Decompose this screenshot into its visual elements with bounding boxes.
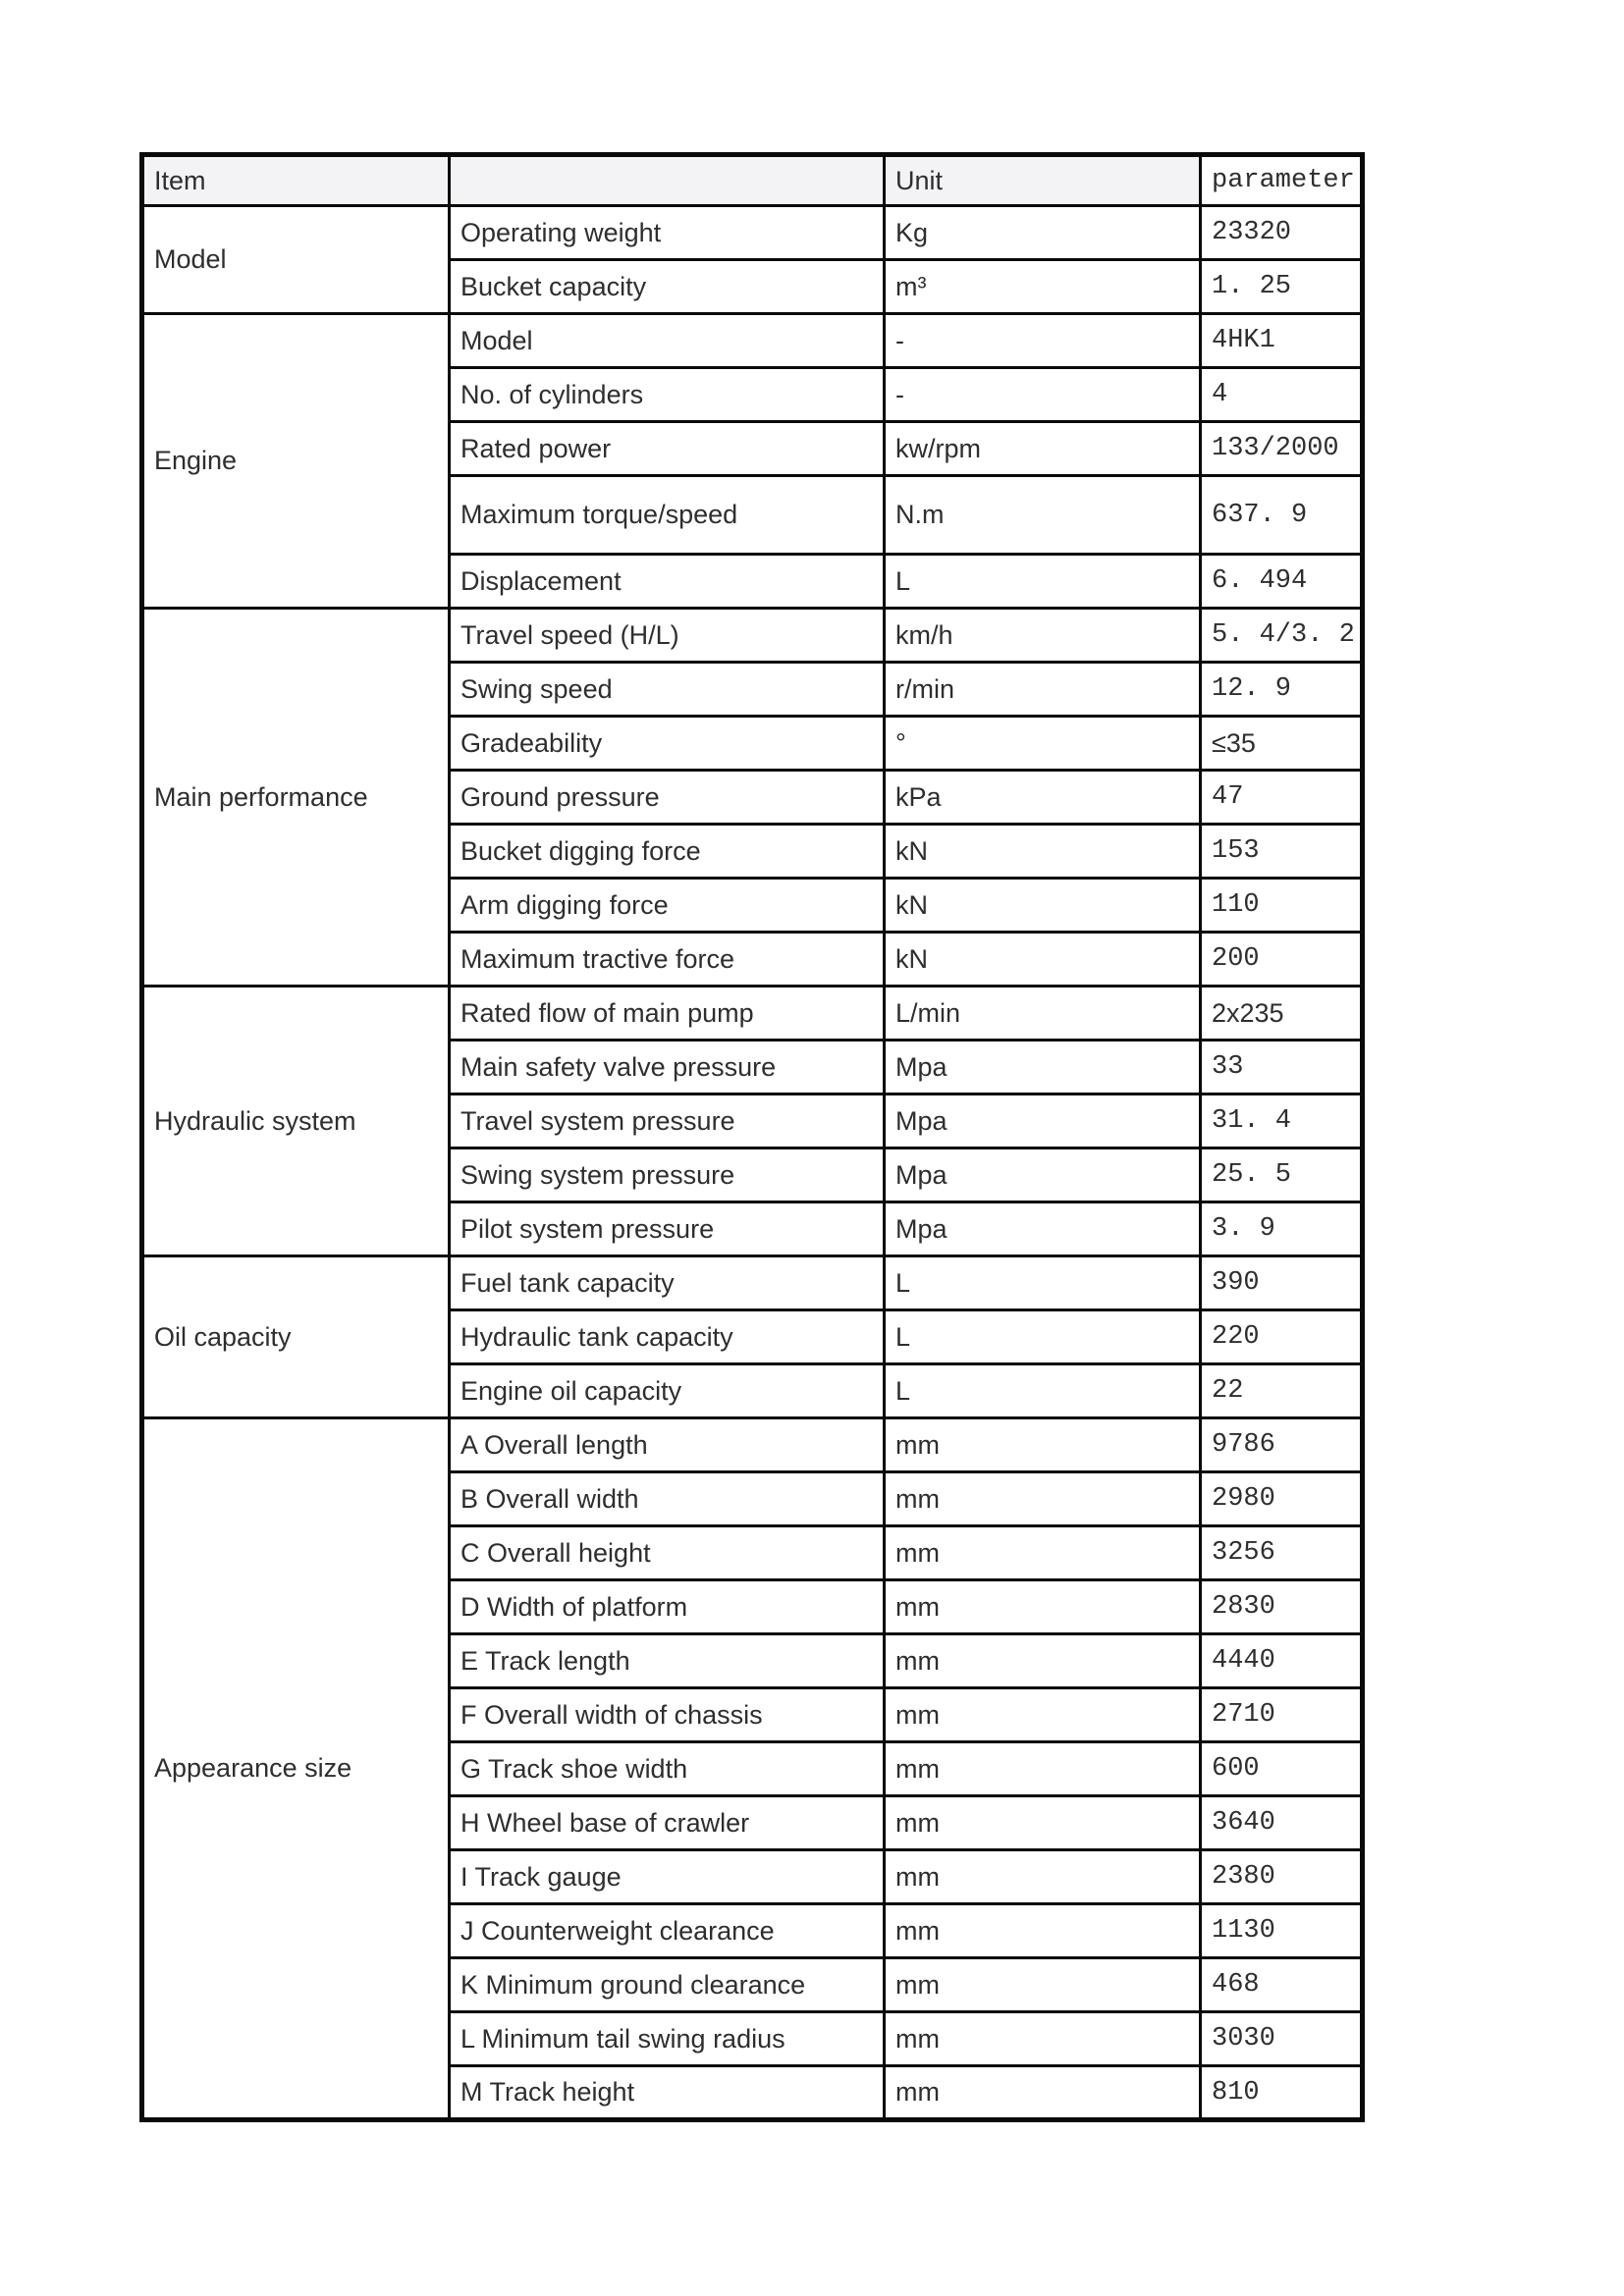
row-unit: - xyxy=(885,368,1201,422)
section-label: Oil capacity xyxy=(142,1256,450,1418)
row-unit: L xyxy=(885,555,1201,609)
row-unit: mm xyxy=(885,1472,1201,1526)
row-unit: mm xyxy=(885,2012,1201,2066)
row-unit: N.m xyxy=(885,476,1201,555)
row-label: Rated flow of main pump xyxy=(450,987,885,1041)
row-parameter-value: 200 xyxy=(1201,933,1363,987)
row-label: E Track length xyxy=(450,1634,885,1688)
row-label: K Minimum ground clearance xyxy=(450,1958,885,2012)
row-label: Engine oil capacity xyxy=(450,1364,885,1418)
header-item: Item xyxy=(142,155,450,206)
row-unit: mm xyxy=(885,1742,1201,1796)
row-label: Hydraulic tank capacity xyxy=(450,1310,885,1364)
row-unit: mm xyxy=(885,1850,1201,1904)
row-parameter-value: 3. 9 xyxy=(1201,1202,1363,1256)
row-unit: mm xyxy=(885,1418,1201,1472)
section-label: Hydraulic system xyxy=(142,987,450,1256)
row-parameter-value: 25. 5 xyxy=(1201,1148,1363,1202)
section-label: Engine xyxy=(142,314,450,609)
row-parameter-value: 4 xyxy=(1201,368,1363,422)
row-parameter-value: 2380 xyxy=(1201,1850,1363,1904)
row-unit: r/min xyxy=(885,663,1201,717)
row-label: Maximum torque/speed xyxy=(450,476,885,555)
row-unit: kN xyxy=(885,879,1201,933)
row-label: L Minimum tail swing radius xyxy=(450,2012,885,2066)
row-unit: mm xyxy=(885,2066,1201,2120)
section-label: Main performance xyxy=(142,609,450,987)
row-parameter-value: 4HK1 xyxy=(1201,314,1363,368)
row-label: A Overall length xyxy=(450,1418,885,1472)
row-unit: mm xyxy=(885,1580,1201,1634)
row-label: Operating weight xyxy=(450,206,885,260)
row-parameter-value: 133/2000 xyxy=(1201,422,1363,476)
header-parameter: parameter xyxy=(1201,155,1363,206)
header-blank xyxy=(450,155,885,206)
row-parameter-value: 47 xyxy=(1201,771,1363,825)
row-parameter-value: 153 xyxy=(1201,825,1363,879)
table-row xyxy=(142,609,1363,663)
row-unit: L xyxy=(885,1256,1201,1310)
row-parameter-value: 4440 xyxy=(1201,1634,1363,1688)
spec-table-body xyxy=(142,206,1363,2120)
row-unit: kPa xyxy=(885,771,1201,825)
row-unit: kN xyxy=(885,933,1201,987)
row-unit: kw/rpm xyxy=(885,422,1201,476)
row-unit: mm xyxy=(885,1526,1201,1580)
row-parameter-value: 2x235 xyxy=(1201,987,1363,1041)
row-label: Bucket digging force xyxy=(450,825,885,879)
section-label: Model xyxy=(142,206,450,314)
row-unit: m³ xyxy=(885,260,1201,314)
row-parameter-value: 810 xyxy=(1201,2066,1363,2120)
row-label: D Width of platform xyxy=(450,1580,885,1634)
row-parameter-value: 5. 4/3. 2 xyxy=(1201,609,1363,663)
row-unit: mm xyxy=(885,1634,1201,1688)
row-parameter-value: 2980 xyxy=(1201,1472,1363,1526)
row-parameter-value: 33 xyxy=(1201,1041,1363,1095)
row-unit: ° xyxy=(885,717,1201,771)
row-label: J Counterweight clearance xyxy=(450,1904,885,1958)
row-label: H Wheel base of crawler xyxy=(450,1796,885,1850)
spec-table-wrap xyxy=(139,152,1365,2122)
row-parameter-value: ≤35 xyxy=(1201,717,1363,771)
row-unit: Mpa xyxy=(885,1041,1201,1095)
row-label: Displacement xyxy=(450,555,885,609)
row-parameter-value: 220 xyxy=(1201,1310,1363,1364)
row-label: Travel system pressure xyxy=(450,1095,885,1148)
row-label: Swing system pressure xyxy=(450,1148,885,1202)
row-label: Model xyxy=(450,314,885,368)
row-parameter-value: 3030 xyxy=(1201,2012,1363,2066)
row-parameter-value: 31. 4 xyxy=(1201,1095,1363,1148)
row-label: Travel speed (H/L) xyxy=(450,609,885,663)
row-label: Ground pressure xyxy=(450,771,885,825)
row-label: I Track gauge xyxy=(450,1850,885,1904)
row-parameter-value: 9786 xyxy=(1201,1418,1363,1472)
row-parameter-value: 600 xyxy=(1201,1742,1363,1796)
table-row xyxy=(142,206,1363,260)
row-label: M Track height xyxy=(450,2066,885,2120)
table-row xyxy=(142,987,1363,1041)
row-label: Pilot system pressure xyxy=(450,1202,885,1256)
row-unit: Kg xyxy=(885,206,1201,260)
row-label: Bucket capacity xyxy=(450,260,885,314)
row-unit: L xyxy=(885,1310,1201,1364)
row-parameter-value: 3640 xyxy=(1201,1796,1363,1850)
header-unit: Unit xyxy=(885,155,1201,206)
table-row xyxy=(142,314,1363,368)
row-label: C Overall height xyxy=(450,1526,885,1580)
row-label: Gradeability xyxy=(450,717,885,771)
row-parameter-value: 12. 9 xyxy=(1201,663,1363,717)
row-label: B Overall width xyxy=(450,1472,885,1526)
row-parameter-value: 23320 xyxy=(1201,206,1363,260)
row-unit: km/h xyxy=(885,609,1201,663)
row-unit: Mpa xyxy=(885,1148,1201,1202)
row-parameter-value: 1. 25 xyxy=(1201,260,1363,314)
row-parameter-value: 22 xyxy=(1201,1364,1363,1418)
row-unit: kN xyxy=(885,825,1201,879)
header-row xyxy=(142,155,1363,206)
table-row xyxy=(142,1418,1363,1472)
row-parameter-value: 390 xyxy=(1201,1256,1363,1310)
row-label: Rated power xyxy=(450,422,885,476)
row-parameter-value: 637. 9 xyxy=(1201,476,1363,555)
row-unit: Mpa xyxy=(885,1095,1201,1148)
row-parameter-value: 6. 494 xyxy=(1201,555,1363,609)
row-label: Main safety valve pressure xyxy=(450,1041,885,1095)
row-unit: - xyxy=(885,314,1201,368)
row-parameter-value: 1130 xyxy=(1201,1904,1363,1958)
row-parameter-value: 2710 xyxy=(1201,1688,1363,1742)
row-label: F Overall width of chassis xyxy=(450,1688,885,1742)
row-label: G Track shoe width xyxy=(450,1742,885,1796)
row-unit: L xyxy=(885,1364,1201,1418)
row-unit: mm xyxy=(885,1904,1201,1958)
row-parameter-value: 3256 xyxy=(1201,1526,1363,1580)
row-unit: L/min xyxy=(885,987,1201,1041)
row-unit: mm xyxy=(885,1688,1201,1742)
table-row xyxy=(142,1256,1363,1310)
row-label: Maximum tractive force xyxy=(450,933,885,987)
row-parameter-value: 468 xyxy=(1201,1958,1363,2012)
spec-table xyxy=(139,152,1365,2122)
row-parameter-value: 2830 xyxy=(1201,1580,1363,1634)
row-label: Fuel tank capacity xyxy=(450,1256,885,1310)
row-unit: mm xyxy=(885,1958,1201,2012)
row-parameter-value: 110 xyxy=(1201,879,1363,933)
section-label: Appearance size xyxy=(142,1418,450,2120)
row-label: No. of cylinders xyxy=(450,368,885,422)
row-label: Swing speed xyxy=(450,663,885,717)
row-unit: Mpa xyxy=(885,1202,1201,1256)
row-unit: mm xyxy=(885,1796,1201,1850)
row-label: Arm digging force xyxy=(450,879,885,933)
